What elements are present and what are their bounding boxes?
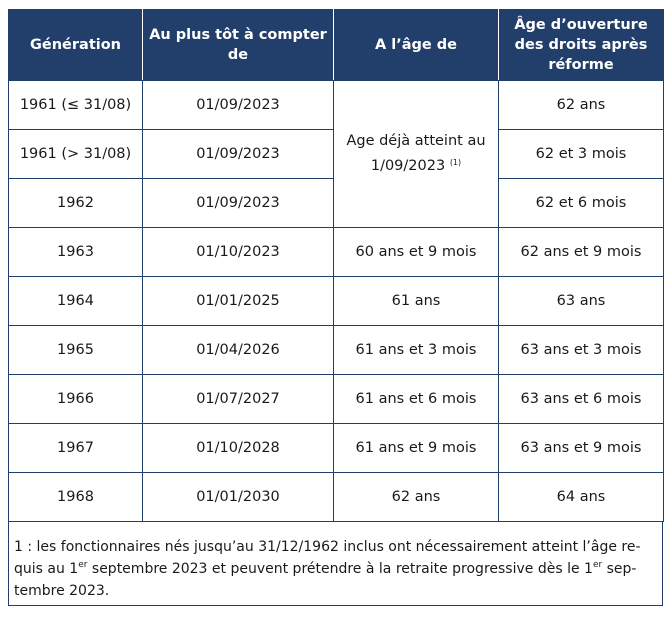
- cell-date: 01/01/2025: [143, 277, 334, 326]
- cell-generation: 1961 (> 31/08): [9, 130, 143, 179]
- cell-age-already-reached: [334, 81, 499, 228]
- cell-generation: 1968: [9, 473, 143, 522]
- cell-generation: 1963: [9, 228, 143, 277]
- header-at-age: A l’âge de: [334, 10, 499, 81]
- footnote-text-1: 1 : les fonctionnaires nés jusqu’au 31/12/1962 inclus ont nécessairement atteint l’âge re-: [14, 539, 641, 555]
- cell-age-after-reform: 62 et 6 mois: [499, 179, 664, 228]
- cell-age-after-reform: 63 ans: [499, 277, 664, 326]
- merged-age-line2: 1/09/2023: [370, 158, 446, 174]
- cell-age-after-reform: 62 ans: [499, 81, 664, 130]
- retirement-age-table: [8, 9, 664, 522]
- footnote-text-2: quis au 1: [14, 561, 79, 577]
- footnote-text-4: sep-: [602, 561, 637, 577]
- table-row: [9, 326, 664, 375]
- cell-date: 01/09/2023: [143, 179, 334, 228]
- cell-age: 61 ans et 6 mois: [334, 375, 499, 424]
- cell-date: 01/09/2023: [143, 130, 334, 179]
- cell-date: 01/10/2028: [143, 424, 334, 473]
- cell-age: 60 ans et 9 mois: [334, 228, 499, 277]
- table-row: [9, 473, 664, 522]
- cell-date: 01/04/2026: [143, 326, 334, 375]
- cell-age-after-reform: 63 ans et 3 mois: [499, 326, 664, 375]
- merged-age-line1: Age déjà atteint au: [346, 133, 486, 149]
- footnote-superscript-2: er: [592, 560, 603, 570]
- cell-generation: 1962: [9, 179, 143, 228]
- footnote-reference: (1): [449, 158, 462, 167]
- footnote: [8, 522, 663, 606]
- header-opening-age-after-reform: Âge d’ouverture des droits après réforme: [499, 10, 664, 81]
- cell-age: 61 ans et 9 mois: [334, 424, 499, 473]
- header-generation: Génération: [9, 10, 143, 81]
- cell-age-after-reform: 63 ans et 9 mois: [499, 424, 664, 473]
- cell-age: 62 ans: [334, 473, 499, 522]
- retirement-table-container: [8, 9, 663, 606]
- header-earliest-date: Au plus tôt à compter de: [143, 10, 334, 81]
- table-row: [9, 375, 664, 424]
- cell-age-after-reform: 62 ans et 9 mois: [499, 228, 664, 277]
- cell-date: 01/01/2030: [143, 473, 334, 522]
- cell-age-after-reform: 64 ans: [499, 473, 664, 522]
- cell-generation: 1965: [9, 326, 143, 375]
- cell-generation: 1964: [9, 277, 143, 326]
- table-row: [9, 228, 664, 277]
- cell-generation: 1961 (≤ 31/08): [9, 81, 143, 130]
- cell-age: 61 ans et 3 mois: [334, 326, 499, 375]
- table-row: [9, 424, 664, 473]
- cell-age: 61 ans: [334, 277, 499, 326]
- cell-generation: 1967: [9, 424, 143, 473]
- cell-generation: 1966: [9, 375, 143, 424]
- cell-date: 01/09/2023: [143, 81, 334, 130]
- cell-age-after-reform: 62 et 3 mois: [499, 130, 664, 179]
- cell-date: 01/07/2027: [143, 375, 334, 424]
- footnote-text-5: tembre 2023.: [14, 583, 110, 599]
- table-row: [9, 81, 664, 130]
- footnote-text-3: septembre 2023 et peuvent prétendre à la retraite progressive dès le 1: [87, 561, 593, 577]
- footnote-superscript-1: er: [78, 560, 88, 570]
- cell-age-after-reform: 63 ans et 6 mois: [499, 375, 664, 424]
- table-header-row: [9, 10, 664, 81]
- table-row: [9, 277, 664, 326]
- cell-date: 01/10/2023: [143, 228, 334, 277]
